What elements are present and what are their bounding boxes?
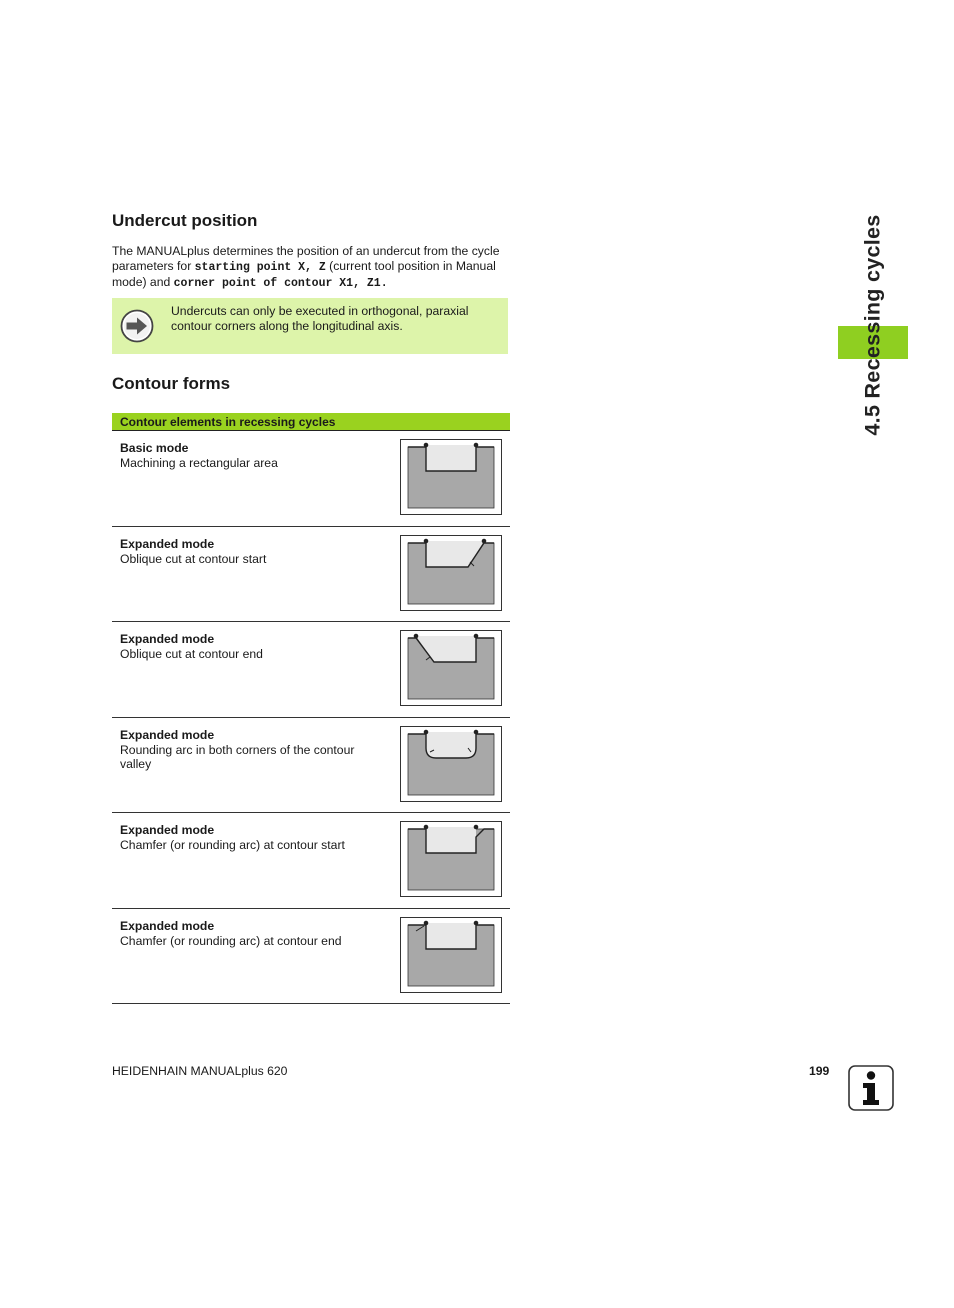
row-title: Expanded mode [120,632,215,646]
arrow-right-icon [120,309,154,343]
contour-figure-chamfer-end [400,917,502,993]
info-icon [848,1065,894,1111]
table-row [112,909,510,1005]
note-text: Undercuts can only be executed in orthogonal, paraxial contour corners along the longitudinal axis. [171,304,469,333]
table-row [112,813,510,909]
contour-elements-table [112,413,510,1004]
table-row [112,622,510,718]
row-description: Oblique cut at contour end [120,647,263,661]
chapter-title: 4.5 Recessing cycles [860,214,885,436]
row-description: Oblique cut at contour start [120,551,267,566]
section-heading-undercut-position: Undercut position [112,211,258,230]
contour-figure-oblique-end [400,630,502,706]
table-header: Contour elements in recessing cycles [112,413,510,431]
row-description: Chamfer (or rounding arc) at contour start [120,838,345,852]
contour-figure-oblique-start [400,535,502,611]
contour-figure-rounding-arcs [400,726,502,802]
row-title: Expanded mode [120,918,215,933]
row-title: Expanded mode [120,727,215,742]
contour-figure-chamfer-start [400,821,502,897]
table-row [112,718,510,814]
footer-manual-name: HEIDENHAIN MANUALplus 620 [112,1064,288,1078]
table-row [112,527,510,623]
undercut-paragraph: The MANUALplus determines the position of an undercut from the cycle parameters for starting point X, Z (current tool position in Manual mode) and corner point of contour X1, Z1. [112,244,500,291]
contour-figure-basic [400,439,502,515]
row-title: Basic mode [120,441,189,455]
code-starting-point: starting point X, Z [194,260,326,274]
code-corner-point: corner point of contour X1, Z1. [173,277,388,291]
section-heading-contour-forms: Contour forms [112,374,231,393]
note-box [112,298,508,354]
table-row [112,431,510,527]
row-title: Expanded mode [120,823,215,837]
row-title: Expanded mode [120,536,215,551]
row-description: Chamfer (or rounding arc) at contour end [120,933,342,948]
page-number: 199 [809,1064,830,1078]
row-description: Machining a rectangular area [120,456,278,470]
row-description: Rounding arc in both corners of the contour valley [120,742,355,772]
